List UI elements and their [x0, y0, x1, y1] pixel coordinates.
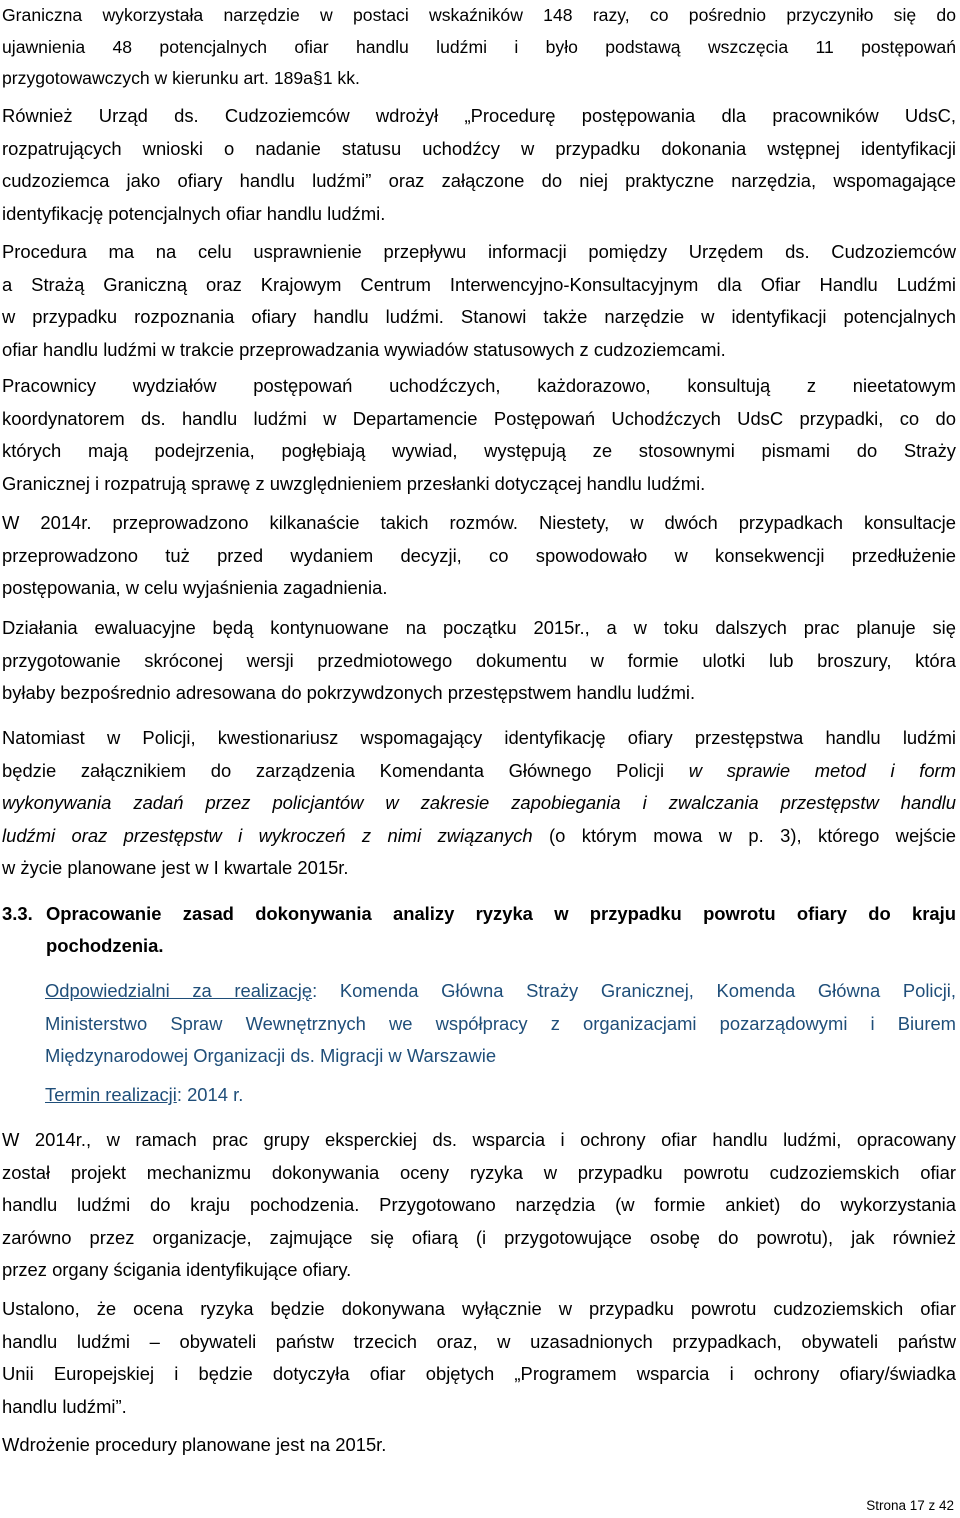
text-line: postępowania, w celu wyjaśnienia zagadnienia.	[2, 577, 388, 598]
text-line: ofiar handlu ludźmi w trakcie przeprowadzania wywiadów statusowych z cudzoziemcami.	[2, 338, 726, 360]
text-line: rozpatrujących wnioski o nadanie statusu uchodźcy w przypadku dokonania wstępnej identyfikacji	[2, 137, 956, 159]
text-line: handlu ludźmi do kraju pochodzenia. Przygotowano narzędzia (w formie ankiet) do wykorzystania	[2, 1194, 956, 1215]
section-number: 3.3.	[2, 903, 33, 924]
paragraph-evaluation	[2, 612, 956, 710]
text-line: Pracownicy wydziałów postępowań uchodźczych, każdorazowo, konsultują z nieetatowym	[2, 375, 956, 396]
paragraph-udsc-procedure	[2, 100, 956, 230]
text-line	[45, 975, 956, 1008]
text-line: pochodzenia.	[46, 935, 164, 956]
text-line	[2, 787, 956, 820]
text-line: W 2014r., w ramach prac grupy eksperckiej ds. wsparcia i ochrony ofiar handlu ludźmi, opracowany	[2, 1129, 956, 1150]
section-heading	[2, 898, 956, 962]
paragraph-2014-interviews	[2, 507, 956, 605]
text-line: Międzynarodowej Organizacji ds. Migracji w Warszawie	[45, 1045, 497, 1066]
text-line: Wdrożenie procedury planowane jest na 2015r.	[2, 1434, 387, 1455]
text-line: zarówno przez organizacje, zajmujące się ofiarą (i przygotowujące osobę do powrotu), jak również	[2, 1226, 956, 1248]
text-line	[2, 755, 956, 788]
italic-text-segment: wykonywania zadań przez policjantów w zakresie zapobiegania i zwalczania przestępstw handlu	[2, 792, 956, 813]
text-line: został projekt mechanizmu dokonywania oceny ryzyka w przypadku powrotu cudzoziemskich ofiar	[2, 1161, 956, 1183]
text-line: koordynatorem ds. handlu ludźmi w Departamencie Postępowań Uchodźczych UdsC przypadki, co do	[2, 407, 956, 429]
italic-text-segment: ludźmi oraz przestępstw i wykroczeń z nimi związanych	[2, 824, 533, 846]
text-segment: będzie załącznikiem do zarządzenia Komendanta Głównego Policji	[2, 759, 689, 781]
text-line: Procedura ma na celu usprawnienie przepływu informacji pomiędzy Urzędem ds. Cudzoziemców	[2, 241, 956, 262]
text-line: ujawnienia 48 potencjalnych ofiar handlu ludźmi i było podstawą wszczęcia 11 postępowań	[2, 36, 956, 57]
deadline-value: : 2014 r.	[176, 1084, 244, 1105]
text-segment: :	[312, 980, 340, 1001]
text-line: a Strażą Graniczną oraz Krajowym Centrum Interwencyjno-Konsultacyjnym dla Ofiar Handlu Ludźmi	[2, 273, 956, 295]
text-line: Natomiast w Policji, kwestionariusz wspomagający identyfikację ofiary przestępstwa handlu ludźmi	[2, 727, 956, 748]
text-line	[2, 820, 956, 853]
paragraph-police-questionnaire	[2, 722, 956, 885]
text-line: handlu ludźmi – obywateli państw trzecich oraz, w uzasadnionych przypadkach, obywateli państw	[2, 1330, 956, 1352]
text-line: Działania ewaluacyjne będą kontynuowane na początku 2015r., a w toku dalszych prac planuje się	[2, 617, 956, 638]
page-number: Strona 17 z 42	[866, 1498, 954, 1513]
paragraph-risk-assessment-scope	[2, 1293, 956, 1423]
text-line: Opracowanie zasad dokonywania analizy ryzyka w przypadku powrotu ofiary do kraju	[46, 903, 956, 924]
text-line: których mają podejrzenia, pogłębiają wywiad, występują ze stosownymi pismami do Straży	[2, 440, 956, 461]
text-line: w przypadku rozpoznania ofiary handlu ludźmi. Stanowi także narzędzie w identyfikacji potencjalnych	[2, 306, 956, 327]
text-line: cudzoziemca jako ofiary handlu ludźmi” oraz załączone do niej praktyczne narzędzia, wspomagające	[2, 170, 956, 191]
text-line: przygotowanie skróconej wersji przedmiotowego dokumentu w formie ulotki lub broszury, która	[2, 649, 956, 671]
text-line: Ustalono, że ocena ryzyka będzie dokonywana wyłącznie w przypadku powrotu cudzoziemskich ofiar	[2, 1298, 956, 1319]
responsibility-block	[45, 975, 956, 1073]
text-line: Również Urząd ds. Cudzoziemców wdrożył „Procedurę postępowania dla pracowników UdsC,	[2, 105, 956, 126]
text-line: w życie planowane jest w I kwartale 2015r.	[2, 857, 349, 878]
text-line: identyfikację potencjalnych ofiar handlu ludźmi.	[2, 202, 386, 224]
text-line: Ministerstwo Spraw Wewnętrznych we współpracy z organizacjami pozarządowymi i Biurem	[45, 1012, 956, 1034]
deadline-block	[45, 1079, 956, 1112]
text-segment: (o którym mowa w p. 3), którego wejście	[532, 824, 956, 846]
text-segment: Komenda Główna Straży Granicznej, Komenda Główna Policji,	[339, 980, 956, 1001]
deadline-label: Termin realizacji	[45, 1084, 177, 1105]
paragraph-procedure-aim	[2, 236, 956, 366]
paragraph-risk-mechanism	[2, 1124, 956, 1287]
paragraph-border-guard-indicators	[2, 0, 956, 95]
text-line: przez organy ścigania identyfikujące ofiary.	[2, 1259, 352, 1280]
section-title	[2, 898, 956, 962]
text-line: Granicznej i rozpatrują sprawę z uwzględnieniem przesłanki dotyczącej handlu ludźmi.	[2, 472, 706, 494]
responsibility-label: Odpowiedzialni za realizację	[45, 980, 313, 1001]
text-line	[45, 1079, 956, 1112]
paragraph-implementation	[2, 1429, 956, 1462]
text-line: przygotowawczych w kierunku art. 189a§1 kk.	[2, 68, 360, 88]
text-line: Graniczna wykorzystała narzędzie w postaci wskaźników 148 razy, co pośrednio przyczyniło się do	[2, 5, 956, 25]
text-line: handlu ludźmi”.	[2, 1395, 127, 1417]
text-line: W 2014r. przeprowadzono kilkanaście takich rozmów. Niestety, w dwóch przypadkach konsultacje	[2, 512, 956, 533]
text-line: Unii Europejskiej i będzie dotyczyła ofiar objętych „Programem wsparcia i ochrony ofiary/świadka	[2, 1363, 956, 1384]
text-line: przeprowadzono tuż przed wydaniem decyzji, co spowodowało w konsekwencji przedłużenie	[2, 544, 956, 566]
paragraph-employees-consult	[2, 370, 956, 500]
italic-text-segment: w sprawie metod i form	[688, 759, 956, 781]
text-line: byłaby bezpośrednio adresowana do pokrzywdzonych przestępstwem handlu ludźmi.	[2, 682, 696, 703]
